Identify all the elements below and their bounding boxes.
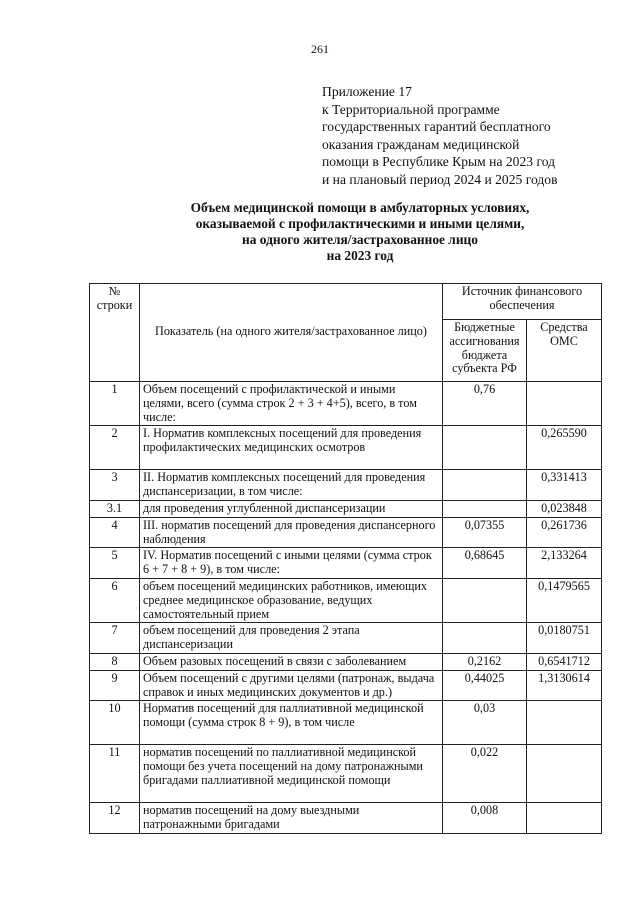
row-number: 3.1 [90,500,140,517]
table-row [90,426,602,470]
row-budget-value: 0,68645 [443,548,527,579]
table-row [90,500,602,517]
row-oms-value: 0,6541712 [527,653,602,670]
row-number: 3 [90,470,140,501]
header-funding-source: Источник финансового обеспечения [443,284,602,320]
row-budget-value [443,470,527,501]
appendix-line: государственных гарантий бесплатного [322,119,551,135]
row-oms-value [527,803,602,834]
row-budget-value: 0,022 [443,745,527,803]
table-row [90,653,602,670]
row-indicator: объем посещений медицинских работников, имеющих среднее медицинское образование, ведущих самостоятельный прием [140,578,443,622]
row-indicator: IV. Норматив посещений с иными целями (сумма строк 6 + 7 + 8 + 9), в том числе: [140,548,443,579]
table-row [90,470,602,501]
row-oms-value: 0,0180751 [527,623,602,654]
row-oms-value [527,701,602,745]
document-title [0,200,640,264]
row-budget-value [443,500,527,517]
row-indicator: I. Норматив комплексных посещений для проведения профилактических медицинских осмотров [140,426,443,470]
row-budget-value: 0,76 [443,382,527,426]
title-line: на одного жителя/застрахованное лицо [242,232,478,247]
row-indicator: II. Норматив комплексных посещений для проведения диспансеризации, в том числе: [140,470,443,501]
title-line: Объем медицинской помощи в амбулаторных условиях, [190,200,530,215]
row-budget-value: 0,07355 [443,517,527,548]
table-row [90,803,602,834]
row-indicator: объем посещений для проведения 2 этапа диспансеризации [140,623,443,654]
row-budget-value [443,426,527,470]
row-oms-value [527,382,602,426]
appendix-block [322,83,622,189]
table-row [90,670,602,701]
header-row-number: № строки [90,284,140,382]
row-oms-value: 0,265590 [527,426,602,470]
row-oms-value: 2,133264 [527,548,602,579]
row-budget-value [443,623,527,654]
row-indicator: Объем посещений с другими целями (патронаж, выдача справок и иных медицинских документов и др.) [140,670,443,701]
row-indicator: норматив посещений по паллиативной медицинской помощи без учета посещений на дому патронажными бригадами паллиативной медицинской помощи [140,745,443,803]
row-number: 12 [90,803,140,834]
row-budget-value: 0,2162 [443,653,527,670]
row-number: 1 [90,382,140,426]
table-row [90,517,602,548]
title-line: оказываемой с профилактическими и иными целями, [195,216,525,231]
table-row [90,548,602,579]
table-row [90,578,602,622]
appendix-line: к Территориальной программе [322,101,500,117]
row-oms-value: 0,1479565 [527,578,602,622]
row-oms-value: 1,3130614 [527,670,602,701]
title-line: на 2023 год [326,248,394,263]
row-number: 5 [90,548,140,579]
header-oms: Средства ОМС [527,320,602,382]
row-budget-value: 0,03 [443,701,527,745]
page-number: 261 [311,42,329,56]
row-number: 9 [90,670,140,701]
row-number: 8 [90,653,140,670]
row-oms-value: 0,261736 [527,517,602,548]
appendix-line: и на плановый период 2024 и 2025 годов [322,171,558,187]
row-indicator: Объем разовых посещений в связи с заболеванием [140,653,443,670]
row-number: 10 [90,701,140,745]
appendix-line: Приложение 17 [322,84,412,99]
row-oms-value: 0,023848 [527,500,602,517]
volume-table [89,283,602,834]
row-budget-value: 0,44025 [443,670,527,701]
row-indicator: для проведения углубленной диспансеризации [140,500,443,517]
row-indicator: Объем посещений с профилактической и иными целями, всего (сумма строк 2 + 3 + 4+5), всего, в том числе: [140,382,443,426]
row-indicator: Норматив посещений для паллиативной медицинской помощи (сумма строк 8 + 9), в том числе [140,701,443,745]
row-number: 6 [90,578,140,622]
row-number: 7 [90,623,140,654]
row-budget-value: 0,008 [443,803,527,834]
row-number: 11 [90,745,140,803]
row-oms-value [527,745,602,803]
appendix-line: оказания гражданам медицинской [322,136,520,152]
row-oms-value: 0,331413 [527,470,602,501]
table-row [90,701,602,745]
table-row [90,745,602,803]
row-number: 4 [90,517,140,548]
row-indicator: III. норматив посещений для проведения диспансерного наблюдения [140,517,443,548]
header-budget: Бюджетные ассигнования бюджета субъекта РФ [443,320,527,382]
appendix-line: помощи в Республике Крым на 2023 год [322,154,556,170]
table-row [90,623,602,654]
row-budget-value [443,578,527,622]
header-indicator: Показатель (на одного жителя/застрахованное лицо) [140,284,443,382]
table-row [90,382,602,426]
row-indicator: норматив посещений на дому выездными патронажными бригадами [140,803,443,834]
row-number: 2 [90,426,140,470]
